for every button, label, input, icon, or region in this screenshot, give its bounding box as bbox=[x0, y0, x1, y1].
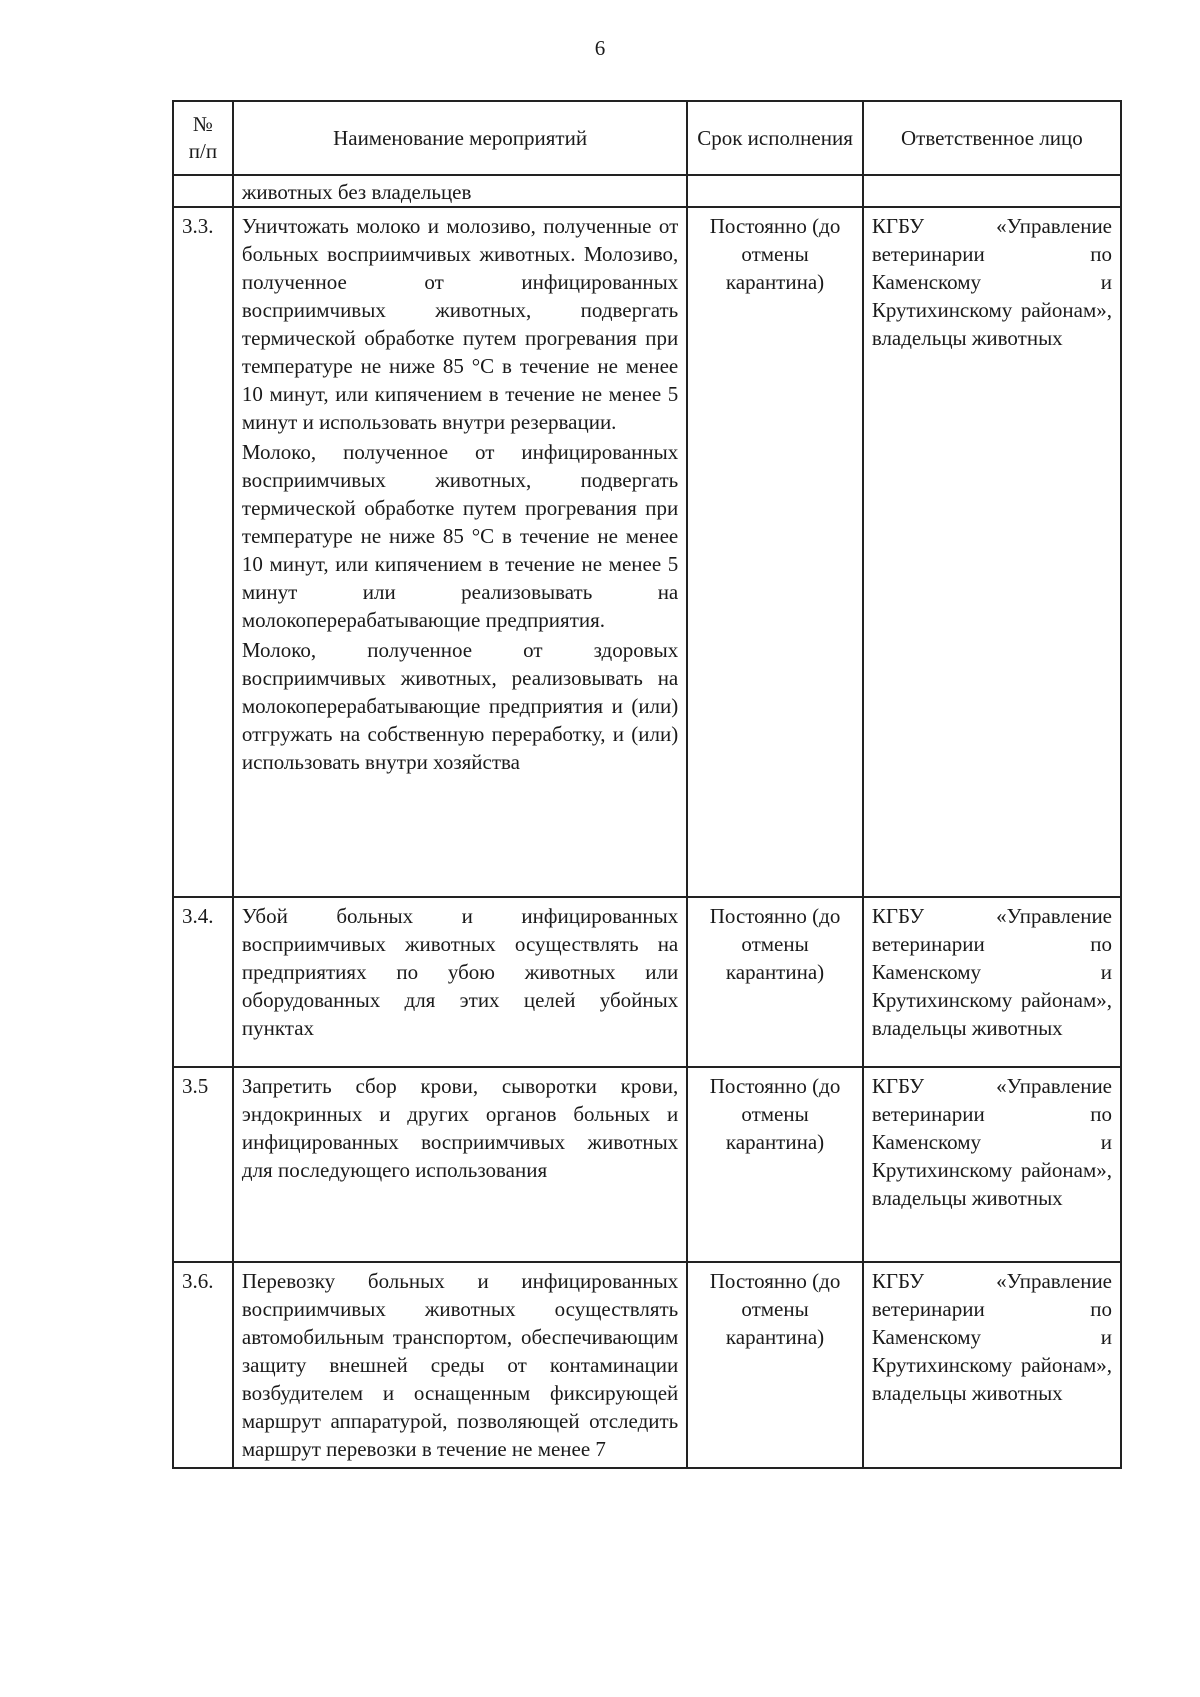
row-responsible: КГБУ «Управление ветеринарии по Каменскому и Крутихинскому районам», владельцы животных bbox=[863, 897, 1121, 1067]
header-deadline: Срок исполнения bbox=[687, 101, 863, 175]
row-number: 3.4. bbox=[173, 897, 233, 1067]
row-measure bbox=[233, 207, 687, 897]
measure-paragraph: Молоко, полученное от здоровых восприимчивых животных, реализовывать на молокоперерабатывающие предприятия и (или) отгружать на собственную переработку, и (или) использовать внутри хозяйства bbox=[241, 638, 679, 774]
table-row bbox=[173, 207, 1121, 897]
row-measure bbox=[233, 1262, 687, 1468]
continuation-responsible bbox=[863, 175, 1121, 207]
row-deadline: Постоянно (до отмены карантина) bbox=[687, 1262, 863, 1468]
header-responsible: Ответственное лицо bbox=[863, 101, 1121, 175]
continuation-row bbox=[173, 175, 1121, 207]
measures-table bbox=[172, 100, 1122, 1469]
measure-paragraph: Перевозку больных и инфицированных восприимчивых животных осуществлять автомобильным транспортом, обеспечивающим защиту внешней среды от контаминации возбудителем и оснащенным фиксирующей маршрут аппаратурой, позволяющей отследить маршрут перевозки в течение не менее 7 bbox=[241, 1269, 679, 1461]
row-measure bbox=[233, 1067, 687, 1262]
continuation-num bbox=[173, 175, 233, 207]
measure-paragraph: Убой больных и инфицированных восприимчивых животных осуществлять на предприятиях по убою животных или оборудованных для этих целей убойных пунктах bbox=[241, 904, 679, 1040]
row-deadline: Постоянно (до отмены карантина) bbox=[687, 1067, 863, 1262]
table-row bbox=[173, 897, 1121, 1067]
row-measure bbox=[233, 897, 687, 1067]
continuation-text: животных без владельцев bbox=[233, 175, 687, 207]
continuation-term bbox=[687, 175, 863, 207]
table-row bbox=[173, 1262, 1121, 1468]
row-responsible: КГБУ «Управление ветеринарии по Каменскому и Крутихинскому районам», владельцы животных bbox=[863, 1262, 1121, 1468]
table-row bbox=[173, 1067, 1121, 1262]
page-number: 6 bbox=[594, 36, 606, 60]
header-measure-name: Наименование мероприятий bbox=[233, 101, 687, 175]
header-number: № п/п bbox=[173, 101, 233, 175]
row-number: 3.5 bbox=[173, 1067, 233, 1262]
row-responsible: КГБУ «Управление ветеринарии по Каменскому и Крутихинскому районам», владельцы животных bbox=[863, 207, 1121, 897]
measure-paragraph: Молоко, полученное от инфицированных восприимчивых животных, подвергать термической обработке путем прогревания при температуре не ниже 85 °С в течение не менее 10 минут, или кипячением в течение не менее 5 минут или реализовывать на молокоперерабатывающие предприятия. bbox=[241, 440, 679, 632]
table-header-row bbox=[173, 101, 1121, 175]
row-responsible: КГБУ «Управление ветеринарии по Каменскому и Крутихинскому районам», владельцы животных bbox=[863, 1067, 1121, 1262]
row-number: 3.6. bbox=[173, 1262, 233, 1468]
measure-paragraph: Запретить сбор крови, сыворотки крови, эндокринных и других органов больных и инфицированных восприимчивых животных для последующего использования bbox=[241, 1074, 679, 1182]
measure-paragraph: Уничтожать молоко и молозиво, полученные от больных восприимчивых животных. Молозиво, полученное от инфицированных восприимчивых животных, подвергать термической обработке путем прогревания при температуре не ниже 85 °С в течение не менее 10 минут, или кипячением в течение не менее 5 минут и использовать внутри резервации. bbox=[241, 214, 679, 434]
row-deadline: Постоянно (до отмены карантина) bbox=[687, 207, 863, 897]
row-number: 3.3. bbox=[173, 207, 233, 897]
row-deadline: Постоянно (до отмены карантина) bbox=[687, 897, 863, 1067]
